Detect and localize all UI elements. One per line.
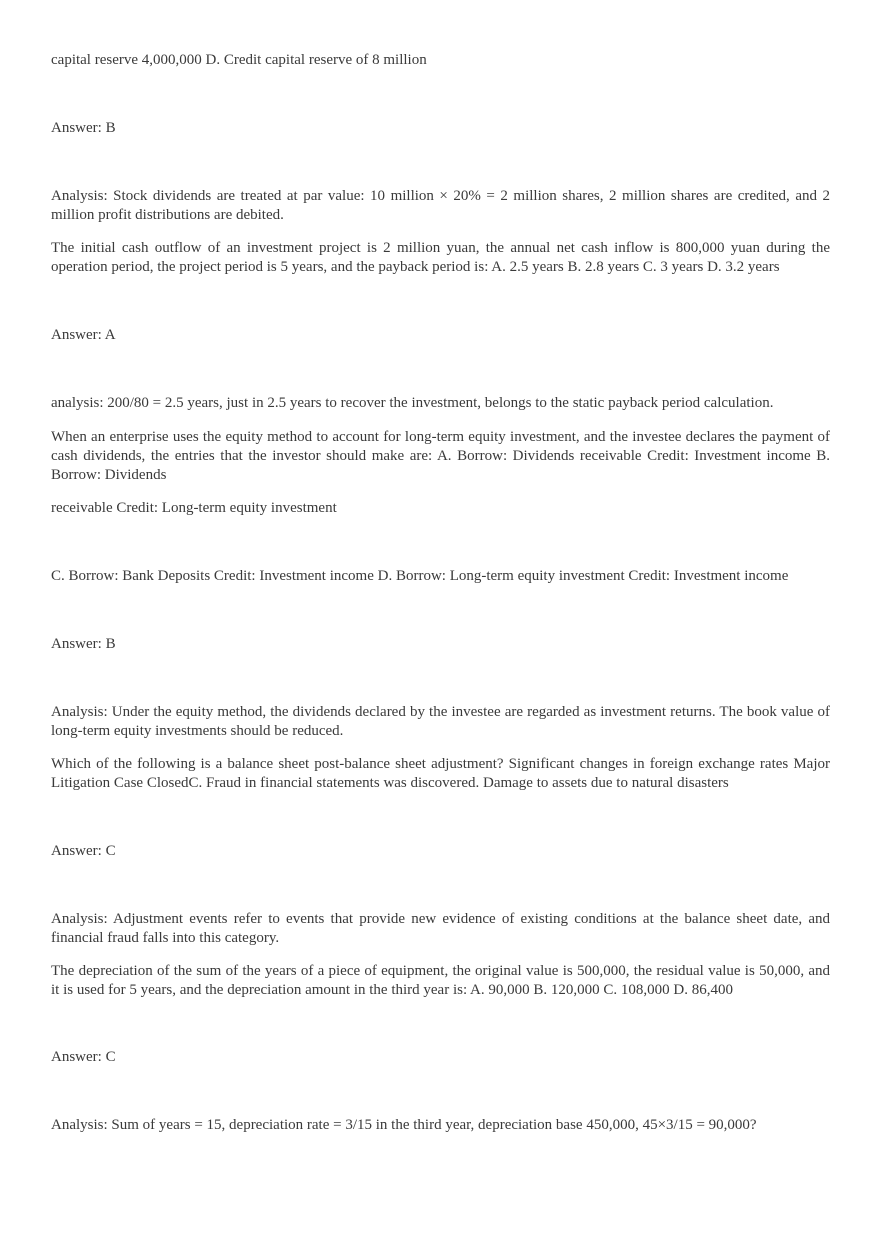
- answer-label-1: Answer: B: [51, 120, 116, 136]
- question-equity-method-options: C. Borrow: Bank Deposits Credit: Investment income D. Borrow: Long-term equity investment Credit: Investment income: [51, 568, 789, 584]
- answer-label-3: Answer: B: [51, 636, 116, 652]
- question-post-balance-sheet: Which of the following is a balance sheet post-balance sheet adjustment? Significant changes in foreign exchange rates Major Litigation Case ClosedC. Fraud in financial statements was discovered. Damage to assets due to natural disasters: [51, 756, 830, 791]
- question-equity-method-continued: receivable Credit: Long-term equity investment: [51, 500, 337, 516]
- answer-label-5: Answer: C: [51, 1049, 116, 1065]
- analysis-payback-period: analysis: 200/80 = 2.5 years, just in 2.5 years to recover the investment, belongs to the static payback period calculation.: [51, 395, 774, 411]
- analysis-equity-method: Analysis: Under the equity method, the dividends declared by the investee are regarded as investment returns. The book value of long-term equity investments should be reduced.: [51, 704, 830, 739]
- answer-label-4: Answer: C: [51, 843, 116, 859]
- question-equity-method: When an enterprise uses the equity method to account for long-term equity investment, and the investee declares the payment of cash dividends, the entries that the investor should make are: A. Borrow: Dividends receivable Credit: Investment income B. Borrow: Dividends: [51, 429, 830, 483]
- analysis-adjustment-events: Analysis: Adjustment events refer to events that provide new evidence of existing conditions at the balance sheet date, and financial fraud falls into this category.: [51, 911, 830, 946]
- analysis-stock-dividends: Analysis: Stock dividends are treated at par value: 10 million × 20% = 2 million shares, 2 million shares are credited, and 2 million profit distributions are debited.: [51, 188, 830, 223]
- analysis-depreciation: Analysis: Sum of years = 15, depreciation rate = 3/15 in the third year, depreciation base 450,000, 45×3/15 = 90,000?: [51, 1117, 757, 1133]
- question-payback-period: The initial cash outflow of an investment project is 2 million yuan, the annual net cash inflow is 800,000 yuan during the operation period, the project period is 5 years, and the payback period is: A. 2.5 years B. 2.8 years C. 3 years D. 3.2 years: [51, 240, 830, 275]
- text-capital-reserve-options: capital reserve 4,000,000 D. Credit capital reserve of 8 million: [51, 52, 427, 68]
- answer-label-2: Answer: A: [51, 327, 116, 343]
- question-depreciation: The depreciation of the sum of the years of a piece of equipment, the original value is 500,000, the residual value is 50,000, and it is used for 5 years, and the depreciation amount in the third year is: A. 90,000 B. 120,000 C. 108,000 D. 86,400: [51, 963, 830, 998]
